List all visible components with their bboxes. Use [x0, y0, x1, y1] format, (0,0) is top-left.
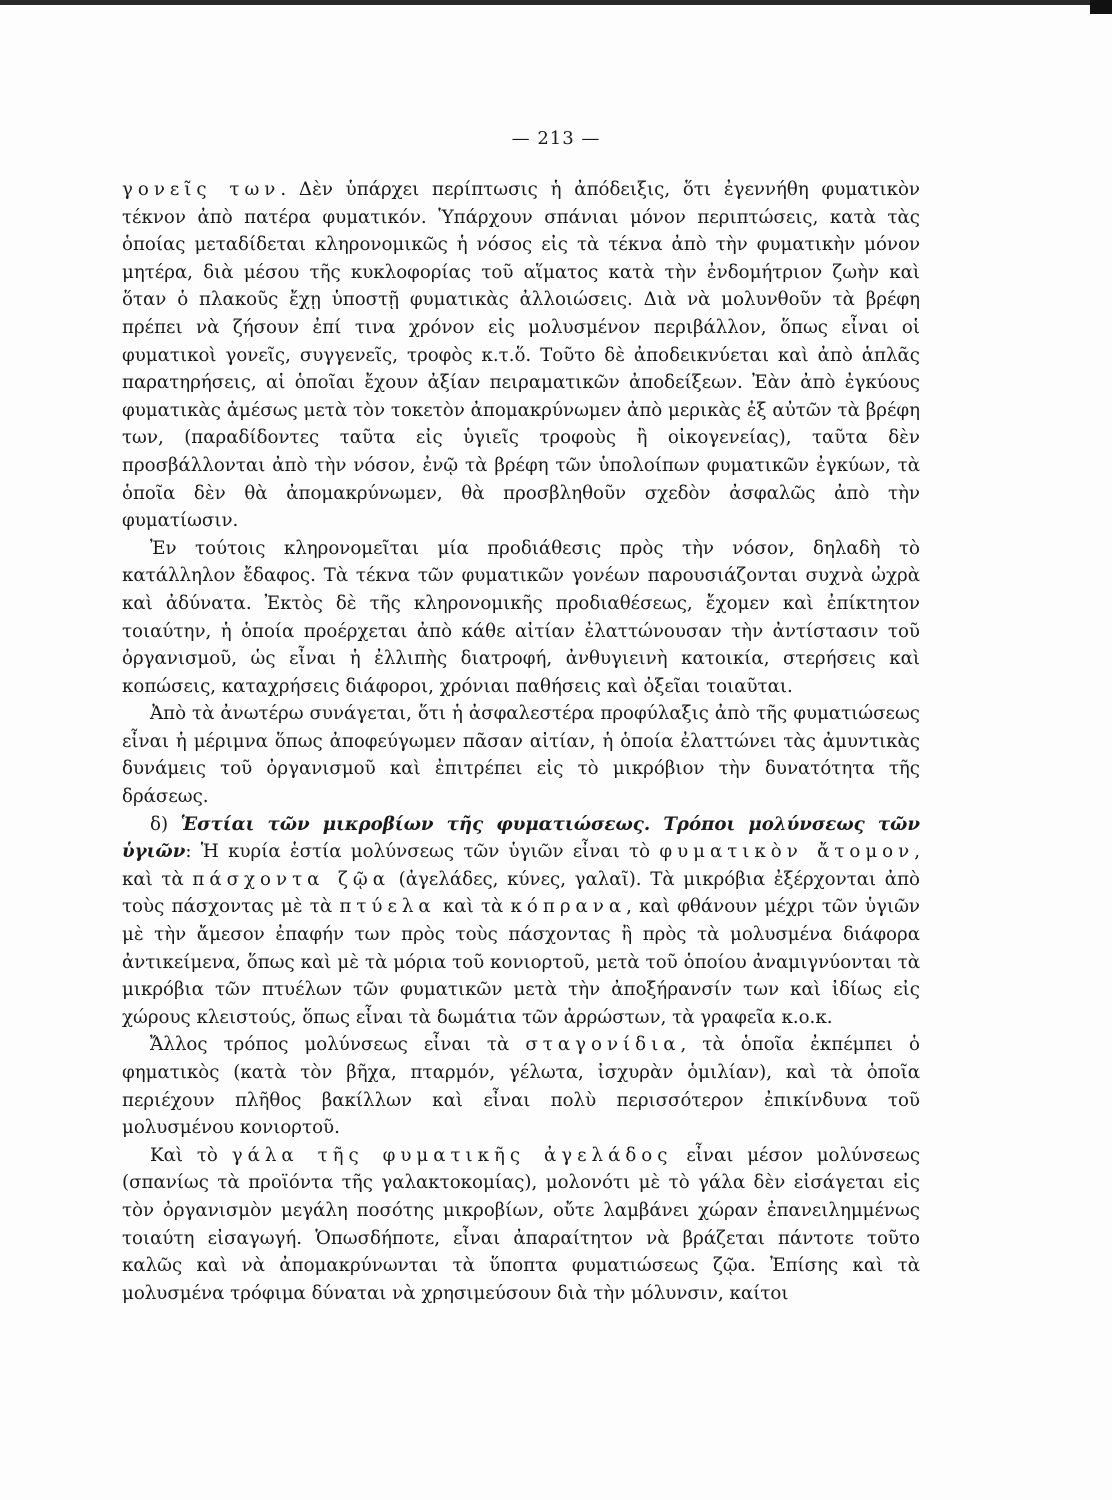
text-run: Ἀπὸ τὰ ἀνωτέρω συνάγεται, ὅτι ἡ ἀσφαλεστέρα προφύλαξις ἀπὸ τῆς φυματιώσεως εἶναι ἡ μέριμνα ὅπως ἀποφεύγωμεν πᾶσαν αἰτίαν, ἡ ὁποία ἐλαττώνει τὰς ἀμυντικὰς δυνάμεις τοῦ ὀργανισμοῦ καὶ ἐπιτρέπει εἰς τὸ: [122, 703, 920, 780]
text-run: ἀπαραίτητον: [513, 1227, 633, 1249]
text-run: μικρόβιον τὴν: [612, 758, 751, 780]
text-run: δ): [150, 813, 181, 835]
text-run: γέλωτα, ἰσχυρὰν ὁμιλίαν: [509, 1062, 760, 1083]
text-run: Ἄλλος τρόπος μολύνσεως εἶναι τὰ: [150, 1034, 526, 1056]
text-run: , τὰ γραφεῖα κ.ο.κ.: [660, 1006, 833, 1028]
text-run: βράζεται πάντοτε: [682, 1227, 854, 1249]
text-run: γονεῖς των: [122, 179, 281, 200]
paragraph-1: [122, 176, 920, 535]
scan-corner-mark: [1090, 0, 1112, 14]
text-run: τῆς γαλακτοκομίας: [341, 1172, 525, 1194]
text-run: , τὰ ὁποῖα ἐκπέμπει ὁ φηματικὸς (κατὰ τὸν βῆχα, πταρμόν,: [122, 1034, 921, 1083]
text-run: . Δὲν ὑπάρχει περίπτωσις ἡ ἀπόδειξις, ὅτι ἐγεννήθη φυματικὸν τέκνον ἀπὸ πατέρα φυματικόν. Ὑπάρχουν σπάνιαι μόνον περιπτώσεις, κατὰ τὰς ὁποίας μεταδίδεται κληρονομικῶς ἡ νόσος εἰς τὰ τέκνα ἀπὸ τὴν φυματικὴν μόνον μητέρα, διὰ μέσου τῆς κυκλοφορίας τοῦ αἵματος κατὰ τὴν ἐνδομήτριον ζωὴν καὶ ὅταν ὁ πλακοῦς ἔχῃ ὑποστῇ φυματικὰς ἀλλοιώσεις. Διὰ νὰ μολυνθοῦν τὰ βρέφη πρέπει νὰ ζήσουν ἐπί τινα χρόνον εἰς μολυσμένον περιβάλλον, ὅπως εἶναι οἱ φυματικοὶ γονεῖς, συγγενεῖς, τροφὸς κ.τ.ὅ. Τοῦτο δὲ ἀποδεικνύεται καὶ ἀπὸ ἁπλᾶς παρατηρήσεις, αἱ ὁποῖαι ἔχουν ἀξίαν πειραματικῶν ἀποδείξεων. Ἐὰν ἀπὸ ἐγκύους φυματικὰς ἀμέσως μετὰ τὸν τοκετὸν ἀπομακρύνωμεν ἀπὸ μερικὰς ἐξ αὐτῶν τὰ βρέφη των, (παραδίδοντες ταῦτα εἰς ὑγιεῖς τροφοὺς ἢ οἰκογενείας), ταῦτα δὲν προσβάλλονται ἀπὸ τὴν νόσον, ἐνῷ τὰ βρέφη τῶν ὑπολοίπων φυματικῶν ἐγκύων, τὰ ὁποῖα δὲν θὰ ἀπομακρύνωμεν, θὰ προσβληθοῦν σχεδὸν ἀσφαλῶς ἀπὸ τὴν φυματίωσιν.: [122, 179, 920, 532]
text-run: σταγονίδια: [525, 1034, 681, 1056]
text-run: Καὶ τὸ: [150, 1144, 232, 1166]
text-run: τοῦτο καλῶς καὶ νὰ ἀπομακρύνωνται τὰ ὕποπτα φυματιώσεως ζῷα. Ἐπίσης καὶ τὰ μολυσμένα τρόφιμα δύναται νὰ: [122, 1227, 920, 1304]
paragraph-4: [122, 811, 920, 1032]
text-run: οὔτε λαμβάνει χώραν ἐπανειλημμένως: [552, 1199, 920, 1221]
text-run: τὰ μόρια τοῦ κονιορτοῦ: [364, 951, 585, 973]
text-run: Ἑστίαι τῶν μικροβίων τῆς φυματιώσεως. Τρόποι μολύνσεως τῶν ὑγιῶν: [122, 813, 920, 863]
scan-border-top: [0, 0, 1112, 5]
text-run: , καὶ τὰ: [122, 841, 920, 890]
text-run: εἶναι μέσον μολύνσεως: [686, 1144, 921, 1166]
text-run: κόπρανα: [510, 896, 627, 918]
text-run: φυματικὸν ἄτομον: [659, 841, 915, 863]
text-run: (σπανίως τὰ προϊόντα: [122, 1172, 342, 1194]
text-run: (ἀγελάδες, κύνες, γαλαῖ). Τὰ μικρόβια ἐξέρχονται ἀπὸ τοὺς πάσχοντας μὲ τὰ: [122, 868, 920, 918]
paragraph-6: [122, 1142, 920, 1308]
text-run: καὶ τὰ: [435, 896, 511, 918]
page-number: — 213 —: [511, 128, 601, 149]
text-run: μολονότι μὲ τὸ γάλα δὲν: [545, 1172, 786, 1194]
text-run: περισσότερον ἐπικίνδυνα τοῦ: [616, 1089, 920, 1111]
paragraph-5: [122, 1031, 920, 1141]
text-run: μολυσμένου κονιορτοῦ.: [122, 1117, 340, 1139]
text-run: ),: [524, 1172, 546, 1194]
text-run: ), καὶ τὰ ὁποῖα περιέχουν πλῆθος βακίλλων καὶ εἶναι πολὺ: [122, 1062, 920, 1111]
text-run: , μετὰ τοῦ ὁποίου ἀναμιγνύονται τὰ μικρόβια τῶν πτυέλων: [122, 951, 920, 1001]
text-run: ἀποξήρανσίν: [611, 979, 732, 1001]
text-run: νὰ: [633, 1227, 683, 1249]
text-run: ἢ πρὸς τὰ μολυσμένα διάφορα ἀντικείμενα, ὅπως καὶ μὲ: [122, 924, 920, 973]
text-run: πτύελα: [339, 896, 436, 918]
text-run: τοιαύτη εἰσαγωγή. Ὁπωσδήποτε, εἶναι: [122, 1227, 514, 1249]
text-run: Ἐν τούτοις κληρονομεῖται μία προδιάθεσις πρὸς τὴν νόσον, δηλαδὴ τὸ κατάλληλον ἔδαφος. Τὰ τέκνα τῶν φυματικῶν γονέων παρουσιάζονται συχνὰ ὠχρὰ καὶ ἀδύνατα. Ἐκτὸς δὲ τῆς κληρονομικῆς προδιαθέσεως, ἔχομεν καὶ ἐπίκτητον τοιαύτην, ἡ ὁποία προέρχεται ἀπὸ κάθε αἰτίαν ἐλαττώνουσαν τὴν ἀντίστασιν τοῦ ὀργανισμοῦ, ὡς εἶναι ἡ ἐλλιπὴς διατροφή, ἀνθυγιεινὴ κατοικία, στερήσεις καὶ κοπώσεις, καταχρήσεις διάφοροι, χρόνιαι παθήσεις καὶ ὀξεῖαι τοιαῦται.: [122, 537, 920, 697]
text-run: διὰ τὴν μόλυνσιν,: [551, 1282, 730, 1304]
paragraph-3: [122, 700, 920, 810]
text-run: εἰσάγεται εἰς τὸν ὀργανισμὸν μεγάλη ποσότης μικροβίων,: [122, 1172, 920, 1221]
text-run: μετὰ τὴν: [502, 979, 612, 1001]
text-run: χρησιμεύσουν: [421, 1282, 552, 1304]
text-run: πάσχοντα ζῷα: [192, 868, 391, 890]
text-run: [672, 1145, 686, 1166]
text-run: πάσχοντας: [508, 924, 611, 946]
text-run: , καὶ φθάνουν μέχρι τῶν ὑγιῶν μὲ τὴν ἄμεσον ἐπαφήν των πρὸς τοὺς: [122, 896, 920, 946]
text-run: δυνατότητα τῆς δράσεως.: [122, 758, 920, 808]
text-run: ὅπως εἶναι τὰ δωμάτια τῶν ἀρρώστων: [302, 1006, 661, 1028]
text-run: τῶν φυματικῶν: [353, 979, 503, 1001]
text-run: των καὶ ἰδίως εἰς χώρους κλειστούς,: [122, 979, 920, 1028]
text-run: καίτοι: [729, 1282, 789, 1304]
text-run: : Ἡ κυρία ἑστία μολύνσεως τῶν ὑγιῶν εἶναι τὸ: [185, 841, 660, 863]
text-run: γάλα τῆς φυματικῆς ἀγελάδος: [231, 1144, 673, 1166]
paragraph-2: [122, 535, 920, 701]
body-text: [122, 176, 920, 1307]
